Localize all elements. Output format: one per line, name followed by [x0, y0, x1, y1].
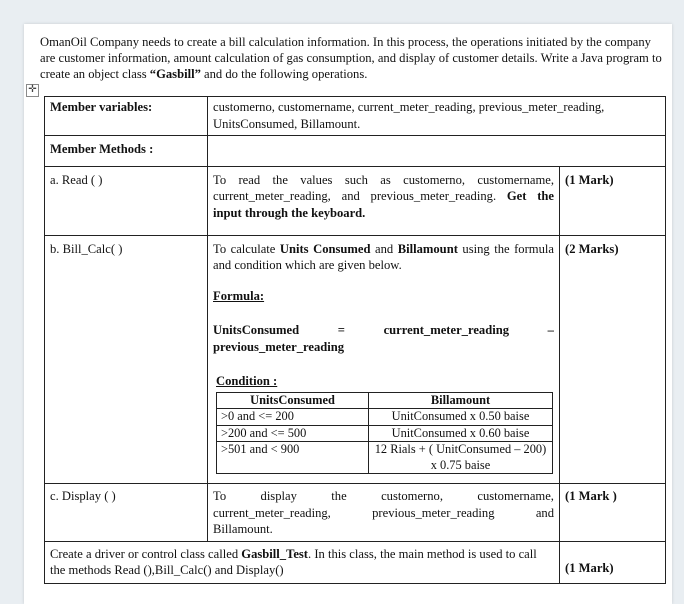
- formula-left: UnitsConsumed: [213, 323, 300, 337]
- read-text: To read the values such as customerno, customername, current_meter_reading, and previous_meter_reading.: [213, 172, 554, 203]
- display-word: the: [331, 489, 347, 503]
- condition-bill: 12 Rials + ( UnitConsumed – 200) x 0.75 baise: [369, 442, 553, 474]
- table-row-driver: [45, 541, 666, 583]
- driver-description: [45, 541, 560, 583]
- display-mark: (1 Mark ): [560, 484, 666, 542]
- member-variables-value: customerno, customername, current_meter_reading, previous_meter_reading, UnitsConsumed, Billamount.: [208, 97, 666, 136]
- table-row-member-methods: [45, 136, 666, 167]
- bill-calc-text-a: To calculate: [213, 241, 280, 256]
- display-line-2: [213, 505, 554, 522]
- formula-right: current_meter_reading: [383, 323, 510, 337]
- intro-text: OmanOil Company needs to create a bill calculation information. In this process, the operations initiated by the company are customer information, amount calculation of gas consumption, and display of customer details. Write a Java program to create an object class: [40, 35, 662, 81]
- member-methods-label: Member Methods :: [45, 136, 208, 167]
- display-word: customername,: [477, 489, 554, 503]
- table-move-handle-icon[interactable]: ✛: [26, 84, 39, 97]
- bill-calc-mark: (2 Marks): [560, 235, 666, 484]
- bill-calc-bold-a: Units Consumed: [279, 241, 371, 256]
- table-row-read: [45, 166, 666, 235]
- bill-calc-bold-b: Billamount: [397, 241, 458, 256]
- formula-last: previous_meter_reading: [213, 339, 345, 354]
- condition-header-bill: Billamount: [369, 392, 553, 409]
- requirements-table: [44, 96, 666, 584]
- intro-class-name: “Gasbill”: [149, 67, 201, 81]
- document-page: [24, 24, 672, 604]
- bill-calc-text: [213, 241, 554, 274]
- condition-units: >501 and < 900: [217, 442, 369, 474]
- display-word: To: [213, 489, 227, 503]
- driver-text-a: Create a driver or control class called: [50, 546, 242, 561]
- display-description: [208, 484, 560, 542]
- formula-minus: –: [547, 323, 554, 337]
- display-word: customerno,: [381, 489, 443, 503]
- condition-table: [216, 392, 553, 475]
- intro-paragraph: [40, 34, 665, 82]
- read-label: a. Read ( ): [45, 166, 208, 235]
- table-row: [217, 409, 553, 426]
- table-row-member-variables: [45, 97, 666, 136]
- condition-bill: UnitConsumed x 0.50 baise: [369, 409, 553, 426]
- driver-mark: (1 Mark): [560, 541, 666, 583]
- condition-units: >200 and <= 500: [217, 425, 369, 442]
- formula-equals: =: [337, 323, 345, 337]
- member-methods-empty: [208, 136, 666, 167]
- table-row-display: [45, 484, 666, 542]
- condition-units: >0 and <= 200: [217, 409, 369, 426]
- table-row: [217, 425, 553, 442]
- display-line-1: [213, 488, 554, 505]
- read-mark: (1 Mark): [560, 166, 666, 235]
- display-line-3: Billamount.: [213, 522, 273, 536]
- read-description: [208, 166, 560, 235]
- member-variables-label: Member variables:: [45, 97, 208, 136]
- condition-bill: UnitConsumed x 0.60 baise: [369, 425, 553, 442]
- intro-text-end: and do the following operations.: [200, 67, 368, 81]
- read-text-bold: Get the input through the keyboard.: [213, 189, 554, 220]
- table-row-bill-calc: [45, 235, 666, 484]
- condition-header-units: UnitsConsumed: [217, 392, 369, 409]
- display-word: display: [260, 489, 297, 503]
- display-word: current_meter_reading,: [213, 505, 331, 520]
- bill-calc-text-b: and: [370, 241, 398, 256]
- formula-line: [213, 322, 554, 339]
- condition-title: Condition :: [216, 374, 278, 388]
- bill-calc-label: b. Bill_Calc( ): [45, 235, 208, 484]
- bill-calc-description: [208, 235, 560, 484]
- table-row: [217, 442, 553, 474]
- driver-text-b: . In this class, the main method is used to call the methods Read (),Bill_Calc() and Display(): [50, 546, 537, 577]
- display-label: c. Display ( ): [45, 484, 208, 542]
- condition-header-row: [217, 392, 553, 409]
- bill-calc-text-c: using the formula and condition which are given below.: [213, 241, 554, 272]
- formula-title: Formula:: [213, 288, 265, 303]
- driver-class-name: Gasbill_Test: [241, 546, 309, 561]
- display-word: and: [535, 505, 554, 520]
- display-word: previous_meter_reading: [372, 505, 495, 520]
